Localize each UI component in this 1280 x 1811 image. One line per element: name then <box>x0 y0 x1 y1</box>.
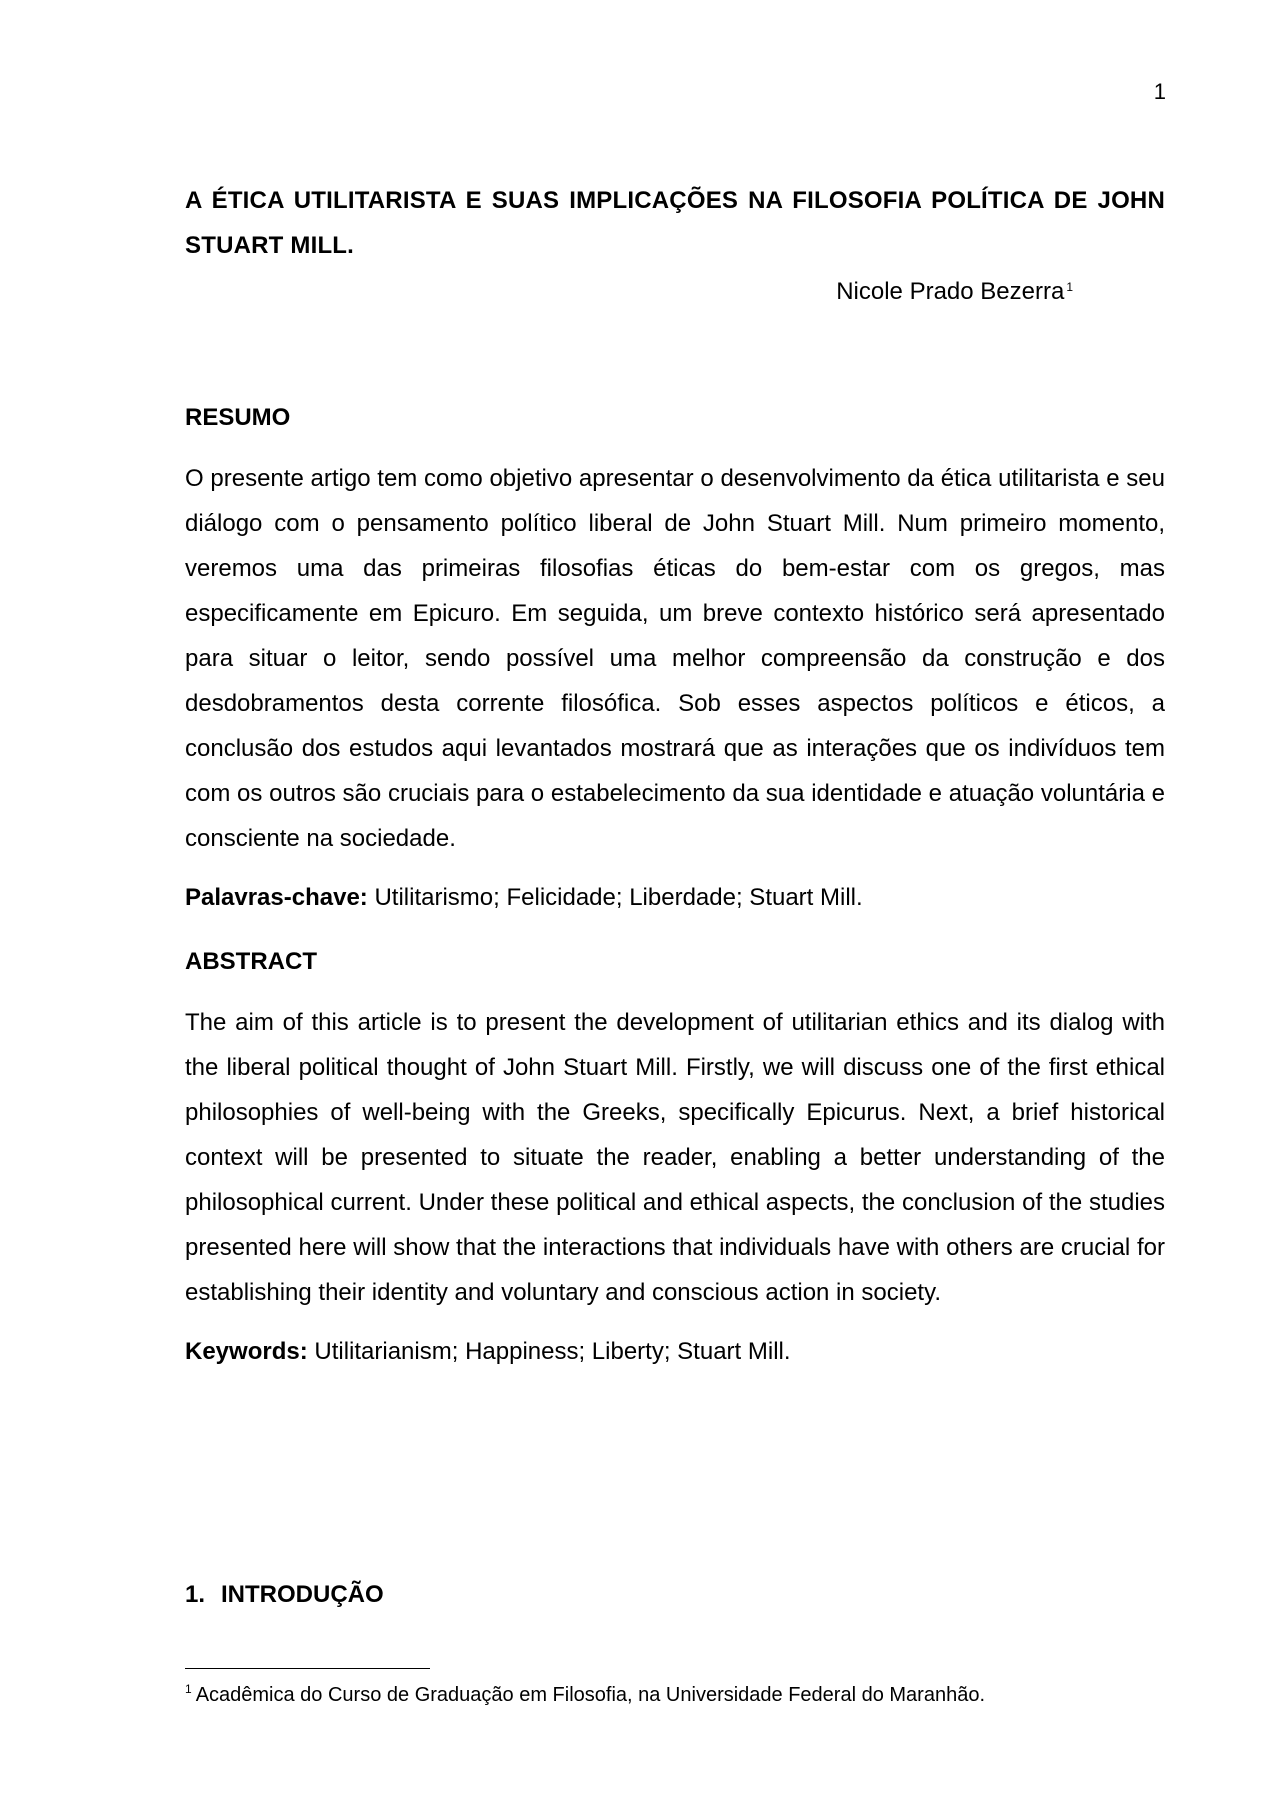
introduction-title: INTRODUÇÃO <box>221 1581 384 1608</box>
page-number: 1 <box>1153 79 1166 104</box>
resumo-keywords-label: Palavras-chave: <box>185 884 368 911</box>
footnote-text: Acadêmica do Curso de Graduação em Filosofia, na Universidade Federal do Maranhão. <box>195 1684 986 1706</box>
abstract-keywords-label: Keywords: <box>185 1338 308 1365</box>
author-line <box>185 270 1165 309</box>
abstract-heading: ABSTRACT <box>185 948 317 975</box>
article-body <box>185 178 1165 1367</box>
introduction-number: 1. <box>185 1581 206 1608</box>
abstract-keywords <box>185 1337 1165 1367</box>
author-name: Nicole Prado Bezerra <box>836 278 1065 305</box>
abstract-keywords-list: Utilitarianism; Happiness; Liberty; Stuart Mill. <box>314 1338 791 1365</box>
author-footnote-marker: 1 <box>1066 280 1073 294</box>
resumo-heading: RESUMO <box>185 404 291 431</box>
resumo-keywords <box>185 883 1165 913</box>
abstract-text: The aim of this article is to present the development of utilitarian ethics and its dialog with the liberal political thought of John Stuart Mill. Firstly, we will discuss one of the first ethical philosophies of well-being with the Greeks, specifically Epicurus. Next, a brief historical context will be presented to situate the reader, enabling a better understanding of the philosophical current. Under these political and ethical aspects, the conclusion of the studies presented here will show that the interactions that individuals have with others are crucial for establishing their identity and voluntary and conscious action in society. <box>185 1009 1165 1306</box>
introduction-heading <box>185 1580 384 1610</box>
footnote-separator <box>185 1668 430 1669</box>
resumo-text: O presente artigo tem como objetivo apresentar o desenvolvimento da ética utilitarista e seu diálogo com o pensamento político liberal de John Stuart Mill. Num primeiro momento, veremos uma das primeiras filosofias éticas do bem-estar com os gregos, mas especificamente em Epicuro. Em seguida, um breve contexto histórico será apresentado para situar o leitor, sendo possível uma melhor compreensão da construção e dos desdobramentos desta corrente filosófica. Sob esses aspectos políticos e éticos, a conclusão dos estudos aqui levantados mostrará que as interações que os indivíduos tem com os outros são cruciais para o estabelecimento da sua identidade e atuação voluntária e consciente na sociedade. <box>185 465 1165 852</box>
footnote-marker: 1 <box>185 1682 192 1696</box>
resumo-keywords-list: Utilitarismo; Felicidade; Liberdade; Stuart Mill. <box>374 884 863 911</box>
article-title: A ÉTICA UTILITARISTA E SUAS IMPLICAÇÕES NA FILOSOFIA POLÍTICA DE JOHN STUART MILL. <box>185 187 1165 259</box>
footnote <box>185 1676 985 1708</box>
